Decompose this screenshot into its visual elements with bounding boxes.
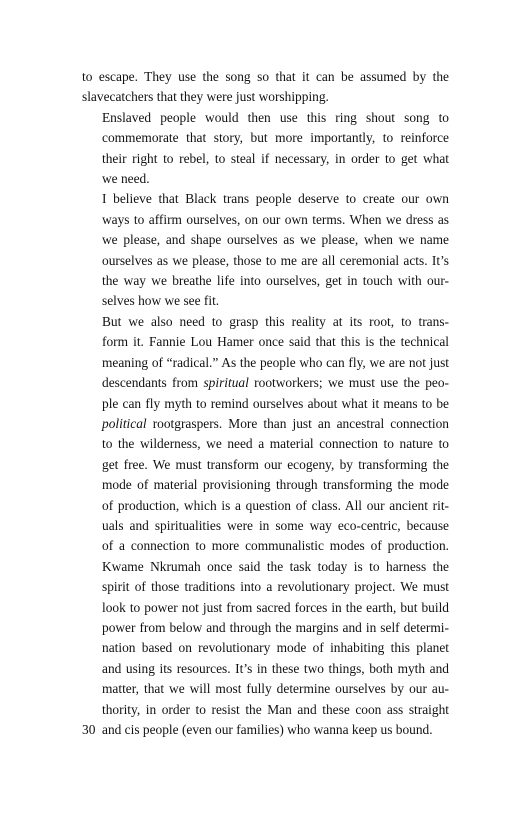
text-line: But we also need to grasp this reality at its root, to trans-: [102, 313, 449, 329]
text-line: their right to rebel, to steal if necessary, in order to get what: [102, 150, 449, 166]
text-line: the way we breathe life into ourselves, get in touch with our-: [102, 273, 449, 289]
text-line: we please, and shape ourselves as we please, when we name: [102, 232, 449, 248]
text-line: and using its resources. It’s in these two things, both myth and: [102, 660, 449, 676]
text-line: Enslaved people would then use this ring shout song to: [102, 109, 449, 125]
text-line: meaning of “radical.” As the people who can fly, we are not just: [102, 354, 449, 370]
text-line: power from below and through the margins and in self determi-: [102, 619, 449, 635]
text-line: of production, which is a question of class. All our ancient rit-: [102, 497, 449, 513]
text-line: we need.: [102, 171, 150, 187]
text-line: descendants from spiritual rootworkers; we must use the peo-: [102, 375, 449, 391]
text-line: ourselves as we please, those to me are all ceremonial acts. It’s: [102, 252, 449, 268]
text-line: spirit of those traditions into a revolutionary project. We must: [102, 579, 449, 595]
page-number: 30: [82, 722, 96, 737]
text-line: to escape. They use the song so that it can be assumed by the: [82, 69, 449, 84]
text-line: get free. We must transform our ecogeny, by transforming the: [102, 456, 449, 472]
italic-emphasis: political: [102, 415, 147, 431]
text-line: slavecatchers that they were just worshipping.: [82, 89, 329, 105]
text-line: of a connection to more communalistic modes of production.: [102, 538, 449, 554]
text-line: ple can fly myth to remind ourselves about what it means to be: [102, 395, 449, 411]
paragraph: [82, 189, 449, 311]
text-line: to the wilderness, we need a material connection to nature to: [102, 436, 449, 452]
text-line: form it. Fannie Lou Hamer once said that this is the technical: [102, 334, 449, 350]
text-line: commemorate that story, but more importantly, to reinforce: [102, 130, 449, 146]
text-line: uals and spiritualities were in some way eco-centric, because: [102, 517, 449, 533]
paragraph: [82, 67, 449, 108]
text-line: selves how we see fit.: [102, 293, 220, 309]
body-text: [82, 67, 449, 740]
text-line: and cis people (even our families) who wanna keep us bound.: [102, 722, 433, 737]
paragraph: [82, 312, 449, 741]
text-line: matter, that we will most fully determine ourselves by our au-: [102, 681, 449, 697]
text-line: thority, in order to resist the Man and these coon ass straight: [102, 701, 449, 717]
text-line: I believe that Black trans people deserve to create our own: [102, 191, 449, 207]
paragraph: [82, 108, 449, 190]
text-line: mode of material provisioning through transforming the mode: [102, 477, 449, 493]
italic-emphasis: spiritual: [203, 375, 249, 391]
text-line: political rootgraspers. More than just an ancestral connection: [102, 415, 449, 431]
text-line: look to power not just from sacred forces in the earth, but build: [102, 599, 449, 615]
text-line: Kwame Nkrumah once said the task today is to harness the: [102, 558, 449, 574]
text-line: ways to affirm ourselves, on our own terms. When we dress as: [102, 211, 449, 227]
text-line: nation based on revolutionary mode of inhabiting this planet: [102, 640, 449, 656]
